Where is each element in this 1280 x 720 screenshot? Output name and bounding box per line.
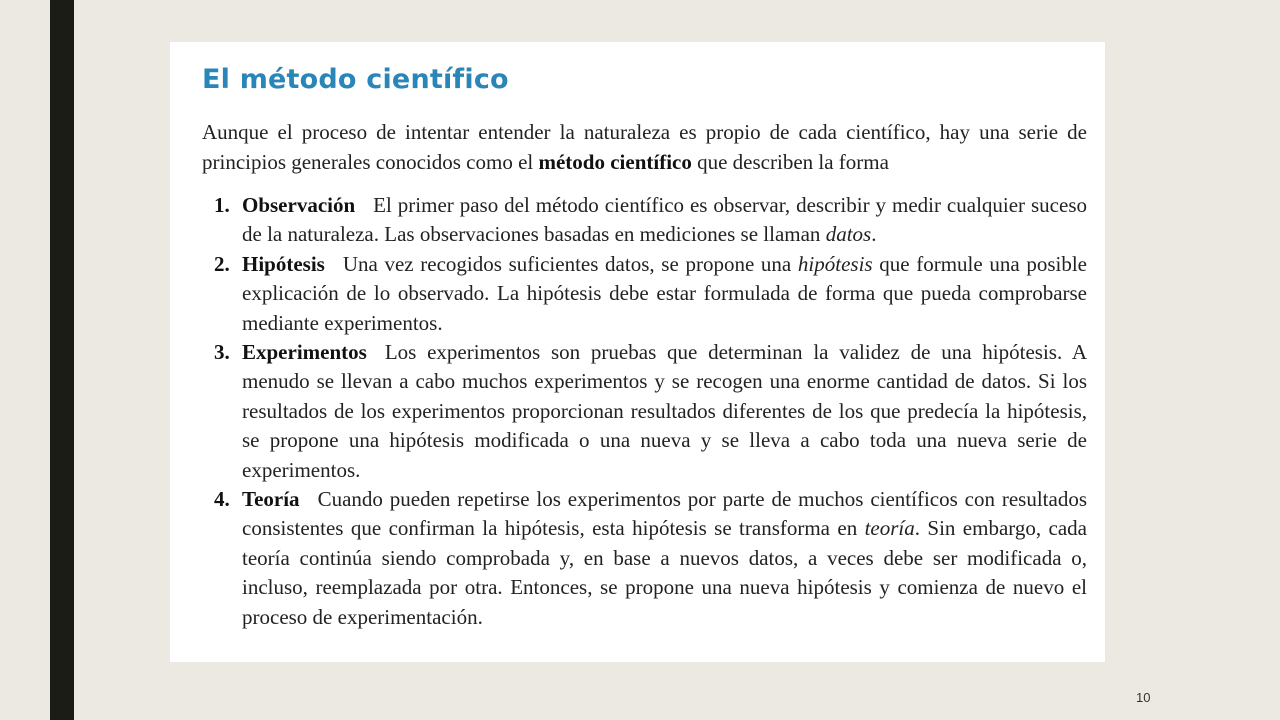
intro-paragraph: [202, 117, 1087, 177]
step-term: Experimentos: [242, 340, 367, 365]
step-text-after: .: [871, 222, 877, 247]
step-number: 3.: [214, 340, 230, 365]
step-experiments: [202, 338, 1087, 485]
slide-page-number: 10: [1136, 690, 1151, 705]
step-text-after: que formule una posible explicación de lo observado. La hipótesis debe estar formulada de forma que pueda comprobarse mediante experimentos.: [242, 251, 1087, 335]
step-text: Una vez recogidos suficientes datos, se propone una: [342, 251, 798, 276]
document-title: El método científico: [202, 64, 509, 95]
step-italic-term: teoría: [864, 516, 915, 541]
intro-bold-term: método científico: [538, 150, 692, 174]
step-italic-term: datos: [825, 222, 872, 247]
step-number: 1.: [214, 193, 230, 217]
step-hypothesis: [202, 250, 1087, 338]
intro-text-start: Aunque el proceso de intentar entender la naturaleza es propio de cada científico, hay una serie de principios generales conocidos como el: [202, 120, 1087, 174]
step-number: 2.: [214, 251, 230, 276]
step-term: Observación: [242, 193, 356, 217]
step-italic-term: hipótesis: [797, 251, 873, 276]
step-term: Hipótesis: [242, 251, 325, 276]
step-observation: [202, 191, 1087, 250]
step-term: Teoría: [242, 487, 300, 512]
step-theory: [202, 485, 1087, 632]
step-number: 4.: [214, 487, 230, 512]
step-text: El primer paso del método científico es observar, describir y medir cualquier suceso de la naturaleza. Las observaciones basadas en mediciones se llaman: [242, 193, 1087, 247]
slide-accent-bar: [50, 0, 74, 720]
step-text-after: . Sin embargo, cada teoría continúa siendo comprobada y, en base a nuevos datos, a veces debe ser modificada o, incluso, reemplazada por otra. Entonces, se propone una nueva hipótesis y comienza de nuevo el proceso de experimentación.: [242, 516, 1087, 629]
intro-text-end: que describen la forma: [691, 150, 889, 174]
step-text: Cuando pueden repetirse los experimentos por parte de muchos científicos con resultados consistentes que confirman la hipótesis, esta hipótesis se transforma en: [242, 487, 1087, 541]
step-text: Los experimentos son pruebas que determinan la validez de una hipótesis. A menudo se llevan a cabo muchos experimentos y se recogen una enorme cantidad de datos. Si los resultados de los experimentos proporcionan resultados diferentes de los que predecía la hipótesis, se propone una hipótesis modificada o una nueva y se lleva a cabo toda una nueva serie de experimentos.: [242, 340, 1087, 482]
method-steps-list: [202, 191, 1087, 632]
scanned-textbook-page: [170, 42, 1105, 662]
